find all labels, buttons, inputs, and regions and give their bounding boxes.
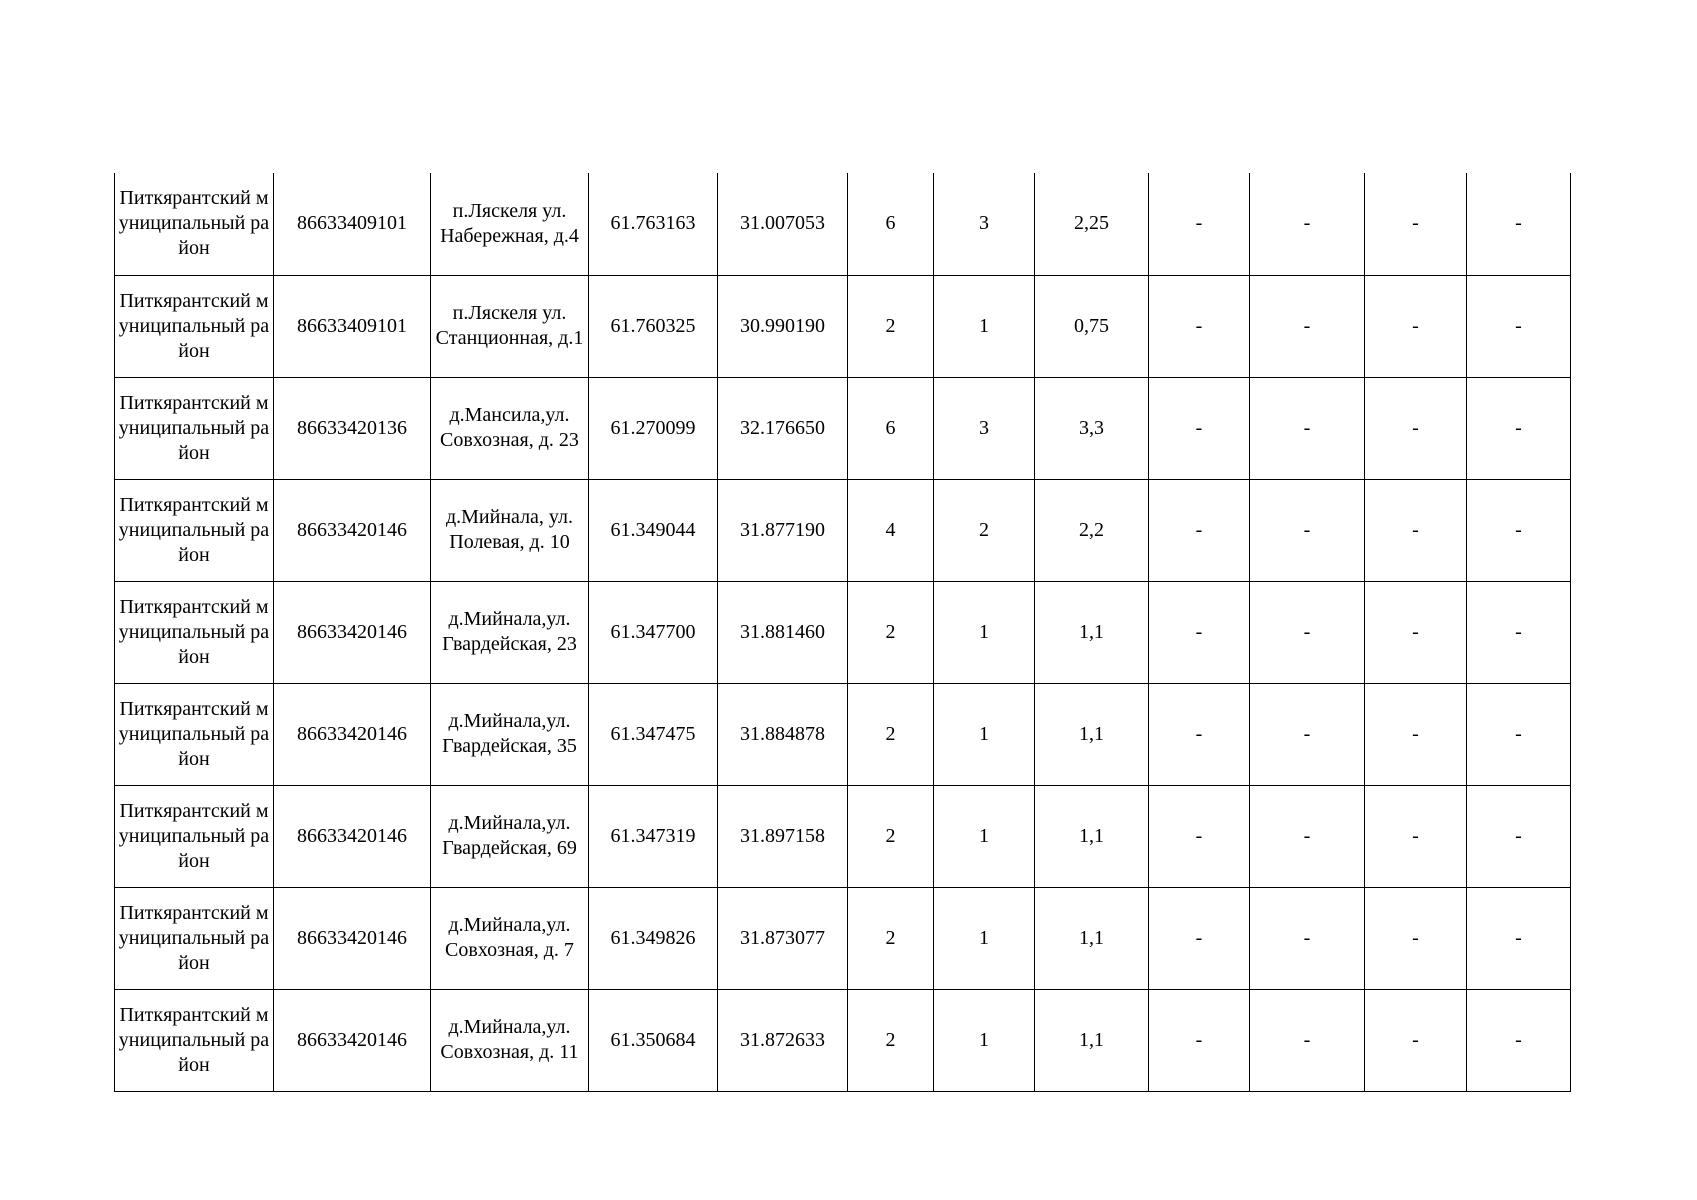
district-cell: Питкярантский муниципальный район bbox=[115, 275, 274, 377]
oktmo-cell: 86633420146 bbox=[274, 785, 431, 887]
value-cell: 1,1 bbox=[1035, 989, 1149, 1091]
oktmo-cell: 86633420146 bbox=[274, 479, 431, 581]
value-cell: 1,1 bbox=[1035, 887, 1149, 989]
table-row bbox=[115, 989, 1571, 1091]
dash-cell: - bbox=[1250, 683, 1365, 785]
value-cell: 1,1 bbox=[1035, 683, 1149, 785]
longitude-cell: 31.884878 bbox=[718, 683, 848, 785]
dash-cell: - bbox=[1365, 173, 1467, 275]
district-cell: Питкярантский муниципальный район bbox=[115, 887, 274, 989]
dash-cell: - bbox=[1467, 887, 1571, 989]
value-cell: 2 bbox=[934, 479, 1035, 581]
value-cell: 2 bbox=[848, 275, 934, 377]
value-cell: 2,2 bbox=[1035, 479, 1149, 581]
dash-cell: - bbox=[1149, 683, 1250, 785]
dash-cell: - bbox=[1365, 581, 1467, 683]
value-cell: 4 bbox=[848, 479, 934, 581]
table-row bbox=[115, 683, 1571, 785]
oktmo-cell: 86633420146 bbox=[274, 683, 431, 785]
address-cell: д.Мийнала,ул. Гвардейская, 35 bbox=[431, 683, 589, 785]
address-cell: д.Мийнала,ул. Гвардейская, 23 bbox=[431, 581, 589, 683]
latitude-cell: 61.760325 bbox=[589, 275, 718, 377]
dash-cell: - bbox=[1250, 173, 1365, 275]
table-row bbox=[115, 581, 1571, 683]
address-cell: п.Ляскеля ул. Набережная, д.4 bbox=[431, 173, 589, 275]
district-cell: Питкярантский муниципальный район bbox=[115, 989, 274, 1091]
dash-cell: - bbox=[1250, 479, 1365, 581]
longitude-cell: 31.877190 bbox=[718, 479, 848, 581]
value-cell: 2 bbox=[848, 989, 934, 1091]
dash-cell: - bbox=[1467, 785, 1571, 887]
address-cell: д.Мийнала,ул. Гвардейская, 69 bbox=[431, 785, 589, 887]
latitude-cell: 61.347475 bbox=[589, 683, 718, 785]
value-cell: 2 bbox=[848, 887, 934, 989]
dash-cell: - bbox=[1149, 989, 1250, 1091]
value-cell: 3,3 bbox=[1035, 377, 1149, 479]
dash-cell: - bbox=[1365, 785, 1467, 887]
dash-cell: - bbox=[1149, 785, 1250, 887]
dash-cell: - bbox=[1467, 989, 1571, 1091]
value-cell: 0,75 bbox=[1035, 275, 1149, 377]
dash-cell: - bbox=[1250, 581, 1365, 683]
address-cell: д.Мансила,ул. Совхозная, д. 23 bbox=[431, 377, 589, 479]
value-cell: 1 bbox=[934, 683, 1035, 785]
dash-cell: - bbox=[1149, 275, 1250, 377]
longitude-cell: 31.897158 bbox=[718, 785, 848, 887]
latitude-cell: 61.347319 bbox=[589, 785, 718, 887]
dash-cell: - bbox=[1250, 887, 1365, 989]
value-cell: 1 bbox=[934, 275, 1035, 377]
district-cell: Питкярантский муниципальный район bbox=[115, 479, 274, 581]
table-row bbox=[115, 479, 1571, 581]
dash-cell: - bbox=[1467, 479, 1571, 581]
oktmo-cell: 86633420146 bbox=[274, 887, 431, 989]
longitude-cell: 31.007053 bbox=[718, 173, 848, 275]
longitude-cell: 30.990190 bbox=[718, 275, 848, 377]
value-cell: 2 bbox=[848, 785, 934, 887]
latitude-cell: 61.349044 bbox=[589, 479, 718, 581]
value-cell: 1 bbox=[934, 989, 1035, 1091]
value-cell: 1 bbox=[934, 887, 1035, 989]
value-cell: 2 bbox=[848, 581, 934, 683]
table-row bbox=[115, 173, 1571, 275]
longitude-cell: 31.873077 bbox=[718, 887, 848, 989]
latitude-cell: 61.350684 bbox=[589, 989, 718, 1091]
dash-cell: - bbox=[1365, 989, 1467, 1091]
dash-cell: - bbox=[1467, 275, 1571, 377]
value-cell: 1 bbox=[934, 785, 1035, 887]
dash-cell: - bbox=[1149, 173, 1250, 275]
dash-cell: - bbox=[1149, 479, 1250, 581]
value-cell: 3 bbox=[934, 173, 1035, 275]
value-cell: 6 bbox=[848, 173, 934, 275]
longitude-cell: 32.176650 bbox=[718, 377, 848, 479]
value-cell: 2,25 bbox=[1035, 173, 1149, 275]
dash-cell: - bbox=[1365, 275, 1467, 377]
dash-cell: - bbox=[1467, 173, 1571, 275]
district-cell: Питкярантский муниципальный район bbox=[115, 377, 274, 479]
district-cell: Питкярантский муниципальный район bbox=[115, 683, 274, 785]
dash-cell: - bbox=[1149, 887, 1250, 989]
value-cell: 1,1 bbox=[1035, 581, 1149, 683]
district-cell: Питкярантский муниципальный район bbox=[115, 581, 274, 683]
dash-cell: - bbox=[1365, 377, 1467, 479]
district-cell: Питкярантский муниципальный район bbox=[115, 173, 274, 275]
dash-cell: - bbox=[1149, 581, 1250, 683]
dash-cell: - bbox=[1467, 581, 1571, 683]
value-cell: 2 bbox=[848, 683, 934, 785]
address-cell: д.Мийнала, ул. Полевая, д. 10 bbox=[431, 479, 589, 581]
latitude-cell: 61.763163 bbox=[589, 173, 718, 275]
dash-cell: - bbox=[1250, 275, 1365, 377]
dash-cell: - bbox=[1365, 479, 1467, 581]
table-row bbox=[115, 275, 1571, 377]
value-cell: 3 bbox=[934, 377, 1035, 479]
dash-cell: - bbox=[1467, 377, 1571, 479]
dash-cell: - bbox=[1365, 683, 1467, 785]
address-cell: д.Мийнала,ул. Совхозная, д. 7 bbox=[431, 887, 589, 989]
dash-cell: - bbox=[1250, 989, 1365, 1091]
data-table bbox=[114, 173, 1571, 1092]
latitude-cell: 61.347700 bbox=[589, 581, 718, 683]
district-cell: Питкярантский муниципальный район bbox=[115, 785, 274, 887]
table-row bbox=[115, 377, 1571, 479]
value-cell: 1 bbox=[934, 581, 1035, 683]
dash-cell: - bbox=[1149, 377, 1250, 479]
dash-cell: - bbox=[1250, 785, 1365, 887]
value-cell: 6 bbox=[848, 377, 934, 479]
oktmo-cell: 86633409101 bbox=[274, 173, 431, 275]
oktmo-cell: 86633420146 bbox=[274, 989, 431, 1091]
value-cell: 1,1 bbox=[1035, 785, 1149, 887]
oktmo-cell: 86633420146 bbox=[274, 581, 431, 683]
table-row bbox=[115, 785, 1571, 887]
oktmo-cell: 86633409101 bbox=[274, 275, 431, 377]
latitude-cell: 61.349826 bbox=[589, 887, 718, 989]
longitude-cell: 31.872633 bbox=[718, 989, 848, 1091]
longitude-cell: 31.881460 bbox=[718, 581, 848, 683]
dash-cell: - bbox=[1250, 377, 1365, 479]
dash-cell: - bbox=[1365, 887, 1467, 989]
latitude-cell: 61.270099 bbox=[589, 377, 718, 479]
address-cell: п.Ляскеля ул. Станционная, д.1 bbox=[431, 275, 589, 377]
address-cell: д.Мийнала,ул. Совхозная, д. 11 bbox=[431, 989, 589, 1091]
oktmo-cell: 86633420136 bbox=[274, 377, 431, 479]
dash-cell: - bbox=[1467, 683, 1571, 785]
table-row bbox=[115, 887, 1571, 989]
